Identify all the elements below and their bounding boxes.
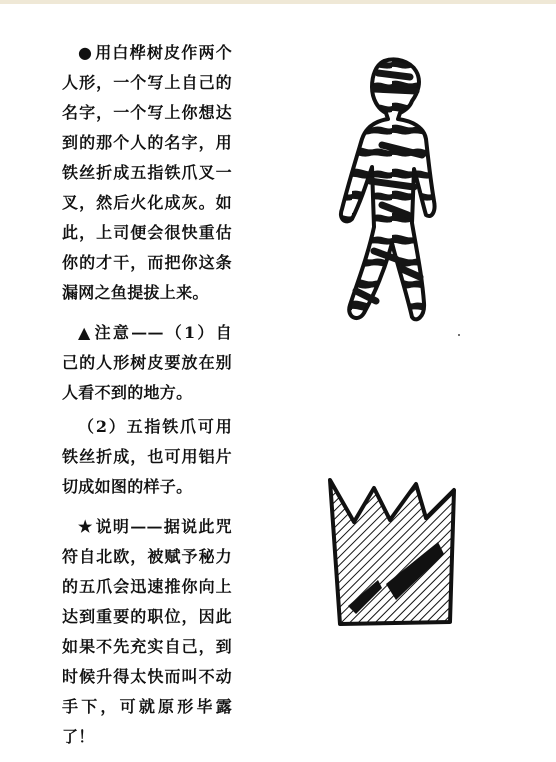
print-speck: [458, 334, 460, 336]
spell-instruction-text: 用白桦树皮作两个人形，一个写上自己的名字，一个写上你想达到的那个人的名字，用铁丝折成五指铁爪叉一叉，然后火化成灰。如此，上司便会很快重估你的才干，而把你这条漏网之鱼提拔上来。: [62, 43, 232, 302]
explanation-text: 说明——据说此咒符自北欧，被赋予秘力的五爪会迅速推你向上达到重要的职位，因此如果不先充实自己，到时候升得太快而叫不动手下，可就原形毕露了！: [62, 517, 232, 746]
note-paragraph: [62, 318, 232, 408]
five-finger-iron-claw-icon: [326, 476, 462, 628]
note-second-point-text: （2）五指铁爪可用铁丝折成，也可用铝片切成如图的样子。: [62, 417, 232, 496]
page-top-border: [0, 0, 556, 4]
note-text: 注意——（1）自己的人形树皮要放在别人看不到的地方。: [62, 323, 232, 402]
explanation-paragraph: [62, 512, 232, 752]
triangle-bullet-icon: ▲: [78, 323, 93, 342]
article-text-column: [62, 38, 232, 762]
birch-bark-human-figure-icon: [312, 55, 472, 335]
spell-instruction-paragraph: [62, 38, 232, 308]
note-second-point-paragraph: [62, 412, 232, 502]
star-bullet-icon: ★: [78, 517, 94, 536]
circle-bullet-icon: ●: [78, 43, 94, 62]
